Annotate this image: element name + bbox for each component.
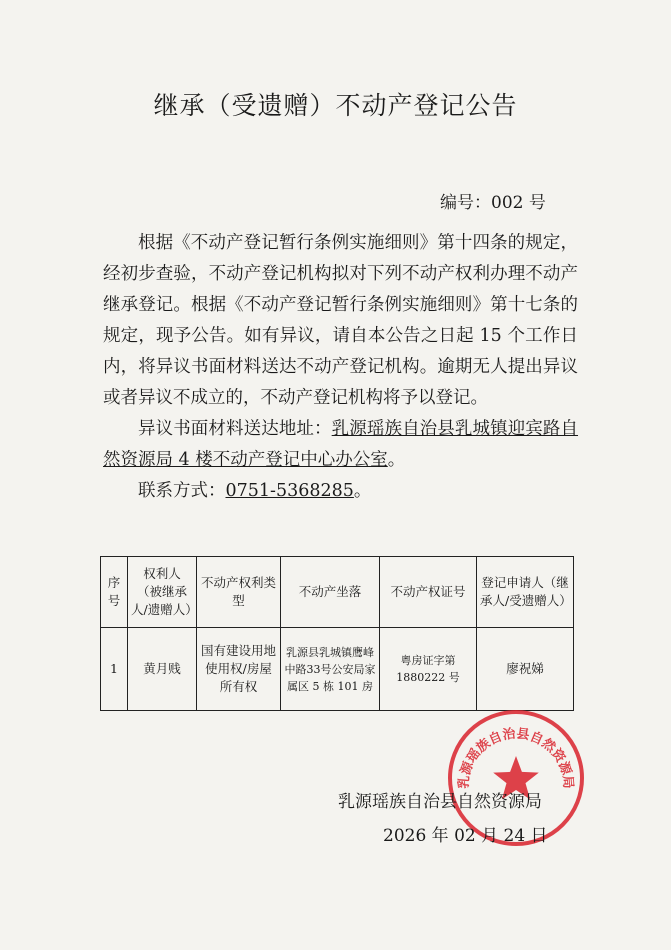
cell-owner: 黄月贱	[128, 628, 197, 711]
header-cell-location: 不动产坐落	[281, 557, 380, 628]
address-value: 乳源瑶族自治县乳城镇迎宾路自然资源局 4 楼不动产登记中心办公室	[103, 419, 579, 470]
cell-index: 1	[101, 628, 128, 711]
cell-right-type: 国有建设用地使用权/房屋所有权	[197, 628, 281, 711]
contact-end: 。	[353, 481, 372, 501]
header-cell-applicant: 登记申请人（继承人/受遗赠人）	[477, 557, 574, 628]
cell-location: 乳源县乳城镇鹰峰中路33号公安局家属区 5 栋 101 房	[281, 628, 380, 711]
notice-paragraph: 根据《不动产登记暂行条例实施细则》第十四条的规定，经初步查验，不动产登记机构拟对下列不动产权利办理不动产继承登记。根据《不动产登记暂行条例实施细则》第十七条的规定，现予公告。如有异议，请自本公告之日起 15 个工作日内，将异议书面材料送达不动产登记机构。逾期无人提出异议或者异议不成立的，不动产登记机构将予以登记。	[103, 233, 578, 408]
cell-applicant: 廖祝娣	[477, 628, 574, 711]
header-cell-certificate: 不动产权证号	[380, 557, 477, 628]
contact-value: 0751-5368285	[225, 481, 354, 501]
cell-certificate: 粤房证字第1880222 号	[380, 628, 477, 711]
header-cell-right-type: 不动产权利类型	[197, 557, 281, 628]
contact-label: 联系方式：	[138, 481, 226, 501]
header-cell-index: 序号	[101, 557, 128, 628]
header-cell-owner: 权利人（被继承人/遗赠人）	[128, 557, 197, 628]
contact-line	[103, 476, 578, 507]
address-label: 异议书面材料送达地址：	[138, 419, 332, 439]
table-header-row	[101, 557, 574, 628]
document-number: 编号：002 号	[440, 193, 546, 213]
seal-text: 乳源瑶族自治县自然资源局	[456, 726, 576, 790]
issuer-name: 乳源瑶族自治县自然资源局	[338, 792, 542, 812]
table-row	[101, 628, 574, 711]
page-title: 继承（受遗赠）不动产登记公告	[153, 91, 518, 120]
address-line	[103, 414, 578, 476]
address-end: 。	[387, 450, 406, 470]
issue-date: 2026 年 02 月 24 日	[383, 826, 548, 846]
property-table	[100, 556, 574, 711]
notice-body	[103, 228, 578, 507]
